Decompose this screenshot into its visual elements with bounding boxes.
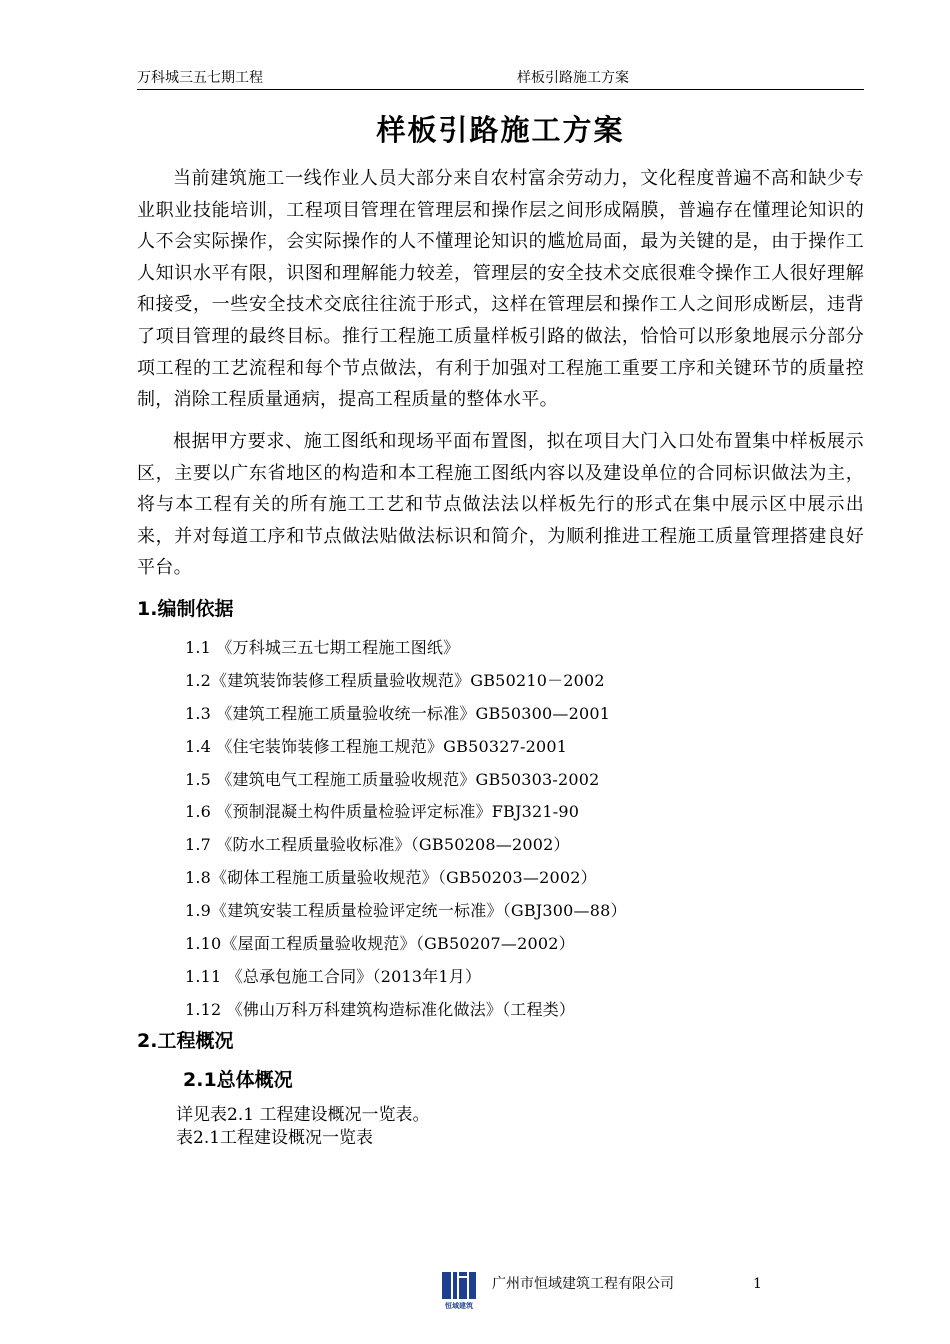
- intro-paragraph-1: 当前建筑施工一线作业人员大部分来自农村富余劳动力，文化程度普遍不高和缺少专业职业技能培训，工程项目管理在管理层和操作层之间形成隔膜，普遍存在懂理论知识的人不会实际操作，会实际操作的人不懂理论知识的尴尬局面，最为关键的是，由于操作工人知识水平有限，识图和理解能力较差，管理层的安全技术交底很难令操作工人很好理解和接受，一些安全技术交底往往流于形式，这样在管理层和操作工人之间形成断层，违背了项目管理的最终目标。推行工程施工质量样板引路的做法，恰恰可以形象地展示分部分项工程的工艺流程和每个节点做法，有利于加强对工程施工重要工序和关键环节的质量控制，消除工程质量通病，提高工程质量的整体水平。: [137, 168, 864, 411]
- list-item: 1.9《建筑安装工程质量检验评定统一标准》（GBJ300—88）: [185, 901, 627, 921]
- footer-company-name: 广州市恒域建筑工程有限公司: [492, 1276, 674, 1292]
- header-project-name: 万科城三五七期工程: [137, 70, 263, 86]
- logo-text: 恒域建筑: [445, 1302, 473, 1310]
- subsection-heading-general: 2.1总体概况: [183, 1069, 293, 1091]
- header-rule: [137, 89, 864, 90]
- page-footer: [440, 1270, 870, 1310]
- reference-list: [185, 632, 627, 1027]
- list-item: 1.6 《预制混凝土构件质量检验评定标准》FBJ321-90: [185, 802, 580, 822]
- intro-paragraph-2: 根据甲方要求、施工图纸和现场平面布置图，拟在项目大门入口处布置集中样板展示区，主要以广东省地区的构造和本工程施工图纸内容以及建设单位的合同标识做法为主，将与本工程有关的所有施工工艺和节点做法法以样板先行的形式在集中展示区中展示出来，并对每道工序和节点做法贴做法标识和简介，为顺利推进工程施工质量管理搭建良好平台。: [137, 431, 864, 579]
- list-item: 1.5 《建筑电气工程施工质量验收规范》GB50303-2002: [185, 769, 600, 789]
- document-title: 样板引路施工方案: [376, 113, 625, 147]
- list-item: 1.1 《万科城三五七期工程施工图纸》: [185, 638, 460, 657]
- header-document-title: 样板引路施工方案: [517, 70, 629, 86]
- list-item: 1.7 《防水工程质量验收标准》（GB50208—2002）: [185, 835, 570, 855]
- section-heading-basis: 1.编制依据: [137, 598, 234, 620]
- table-reference-note: 详见表2.1 工程建设概况一览表。: [176, 1105, 430, 1125]
- table-caption: 表2.1工程建设概况一览表: [176, 1128, 374, 1148]
- list-item: 1.10《屋面工程质量验收规范》（GB50207—2002）: [185, 934, 575, 954]
- section-heading-overview: 2.工程概况: [137, 1030, 234, 1052]
- list-item: 1.11 《总承包施工合同》（2013年1月）: [185, 966, 482, 986]
- page-number: 1: [753, 1276, 762, 1292]
- list-item: 1.8《砌体工程施工质量验收规范》（GB50203—2002）: [185, 868, 597, 888]
- list-item: 1.12 《佛山万科万科建筑构造标准化做法》（工程类）: [185, 999, 576, 1019]
- page-header: [137, 68, 863, 88]
- list-item: 1.4 《住宅装饰装修工程施工规范》GB50327-2001: [185, 736, 568, 756]
- company-logo-icon: [440, 1270, 478, 1310]
- list-item: 1.2《建筑装饰装修工程质量验收规范》GB50210－2002: [185, 670, 605, 690]
- list-item: 1.3 《建筑工程施工质量验收统一标准》GB50300—2001: [185, 703, 611, 723]
